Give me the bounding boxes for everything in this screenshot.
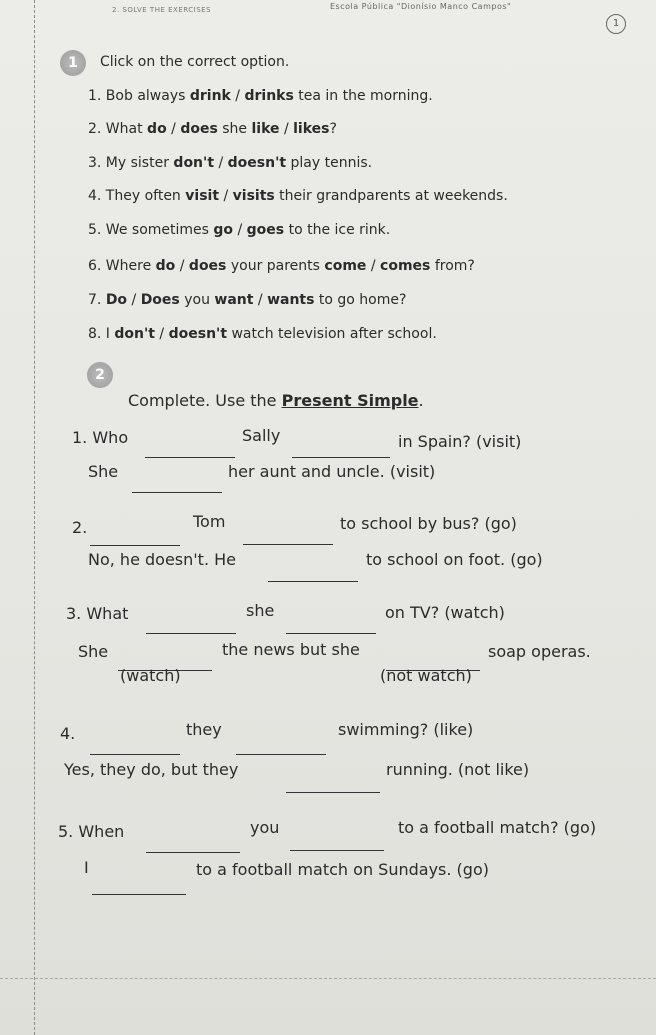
list-item: 2. What do / does she like / likes? (88, 121, 337, 137)
option-b[interactable]: visits (232, 188, 275, 204)
q3-hint: (not watch) (380, 666, 472, 685)
q2-text: No, he doesn't. He (88, 550, 236, 569)
option-a[interactable]: go (213, 222, 234, 238)
answer-blank[interactable] (146, 838, 240, 857)
answer-blank[interactable] (236, 740, 326, 759)
option-a[interactable]: do (155, 258, 176, 274)
q1-text: She (88, 462, 119, 481)
q2-text: Tom (193, 512, 226, 531)
option-b[interactable]: Does (140, 292, 180, 308)
answer-blank[interactable] (145, 443, 235, 462)
q2-text: to school by bus? (go) (340, 514, 517, 533)
answer-blank[interactable] (268, 567, 358, 586)
q3-text: she (246, 601, 275, 620)
q3-text: the news but she (222, 640, 360, 659)
list-item: 1. Bob always drink / drinks tea in the morning. (88, 88, 433, 104)
q3-hint: (watch) (120, 666, 181, 685)
option-a[interactable]: don't (114, 326, 155, 342)
q1-text: her aunt and uncle. (visit) (228, 462, 436, 481)
answer-blank[interactable] (292, 443, 390, 462)
q2-text: to school on foot. (go) (366, 550, 543, 569)
q4-text: Yes, they do, but they (64, 760, 239, 779)
option-b[interactable]: comes (380, 258, 431, 274)
option-b[interactable]: does (180, 121, 218, 137)
q2-text: 2. (72, 518, 88, 537)
margin-perforation (34, 0, 35, 1035)
answer-blank[interactable] (92, 880, 186, 899)
q4-text: swimming? (like) (338, 720, 474, 739)
q3-text: on TV? (watch) (385, 603, 505, 622)
option-b[interactable]: goes (246, 222, 285, 238)
q5-text: you (250, 818, 280, 837)
q4-text: running. (not like) (386, 760, 530, 779)
q5-text: 5. When (58, 822, 125, 841)
section-1-title: Click on the correct option. (100, 54, 290, 70)
option-b[interactable]: wants (267, 292, 315, 308)
list-item: 3. My sister don't / doesn't play tennis. (88, 155, 373, 171)
q4-text: 4. (60, 724, 76, 743)
option-a[interactable]: come (324, 258, 367, 274)
option-a[interactable]: don't (173, 155, 215, 171)
section-2-badge: 2 (87, 362, 113, 388)
q3-text: She (78, 642, 109, 661)
option-a[interactable]: want (214, 292, 254, 308)
option-a[interactable]: drink (189, 88, 231, 104)
option-b[interactable]: does (188, 258, 227, 274)
option-b[interactable]: drinks (244, 88, 294, 104)
page-number: 1 (606, 14, 626, 34)
option-b[interactable]: doesn't (227, 155, 287, 171)
q5-text: I (84, 858, 89, 877)
list-item: 6. Where do / does your parents come / comes from? (88, 258, 475, 274)
option-a[interactable]: do (147, 121, 167, 137)
q1-text: 1. Who (72, 428, 129, 447)
q5-text: to a football match on Sundays. (go) (196, 860, 489, 879)
q3-text: soap operas. (488, 642, 591, 661)
answer-blank[interactable] (146, 619, 236, 638)
q1-text: in Spain? (visit) (398, 432, 522, 451)
q4-text: they (186, 720, 222, 739)
answer-blank[interactable] (290, 836, 384, 855)
option-a[interactable]: like (251, 121, 280, 137)
option-a[interactable]: visit (185, 188, 220, 204)
answer-blank[interactable] (243, 530, 333, 549)
q5-text: to a football match? (go) (398, 818, 597, 837)
q3-text: 3. What (66, 604, 129, 623)
answer-blank[interactable] (286, 619, 376, 638)
answer-blank[interactable] (132, 478, 222, 497)
bottom-divider (0, 978, 656, 979)
answer-blank[interactable] (90, 531, 180, 550)
list-item: 5. We sometimes go / goes to the ice rink. (88, 222, 391, 238)
section-1-badge: 1 (60, 50, 86, 76)
school-name: Escola Pública "Dionísio Manco Campos" (330, 2, 512, 11)
list-item: 7. Do / Does you want / wants to go home? (88, 292, 407, 308)
option-b[interactable]: likes (293, 121, 330, 137)
section-2-title: Complete. Use the Present Simple. (128, 391, 424, 410)
list-item: 8. I don't / doesn't watch television after school. (88, 326, 437, 342)
q1-text: Sally (242, 426, 281, 445)
list-item: 4. They often visit / visits their grandparents at weekends. (88, 188, 508, 204)
answer-blank[interactable] (286, 778, 380, 797)
header-instruction: 2. SOLVE THE EXERCISES (112, 6, 212, 14)
option-a[interactable]: Do (105, 292, 128, 308)
option-b[interactable]: doesn't (168, 326, 228, 342)
answer-blank[interactable] (90, 740, 180, 759)
